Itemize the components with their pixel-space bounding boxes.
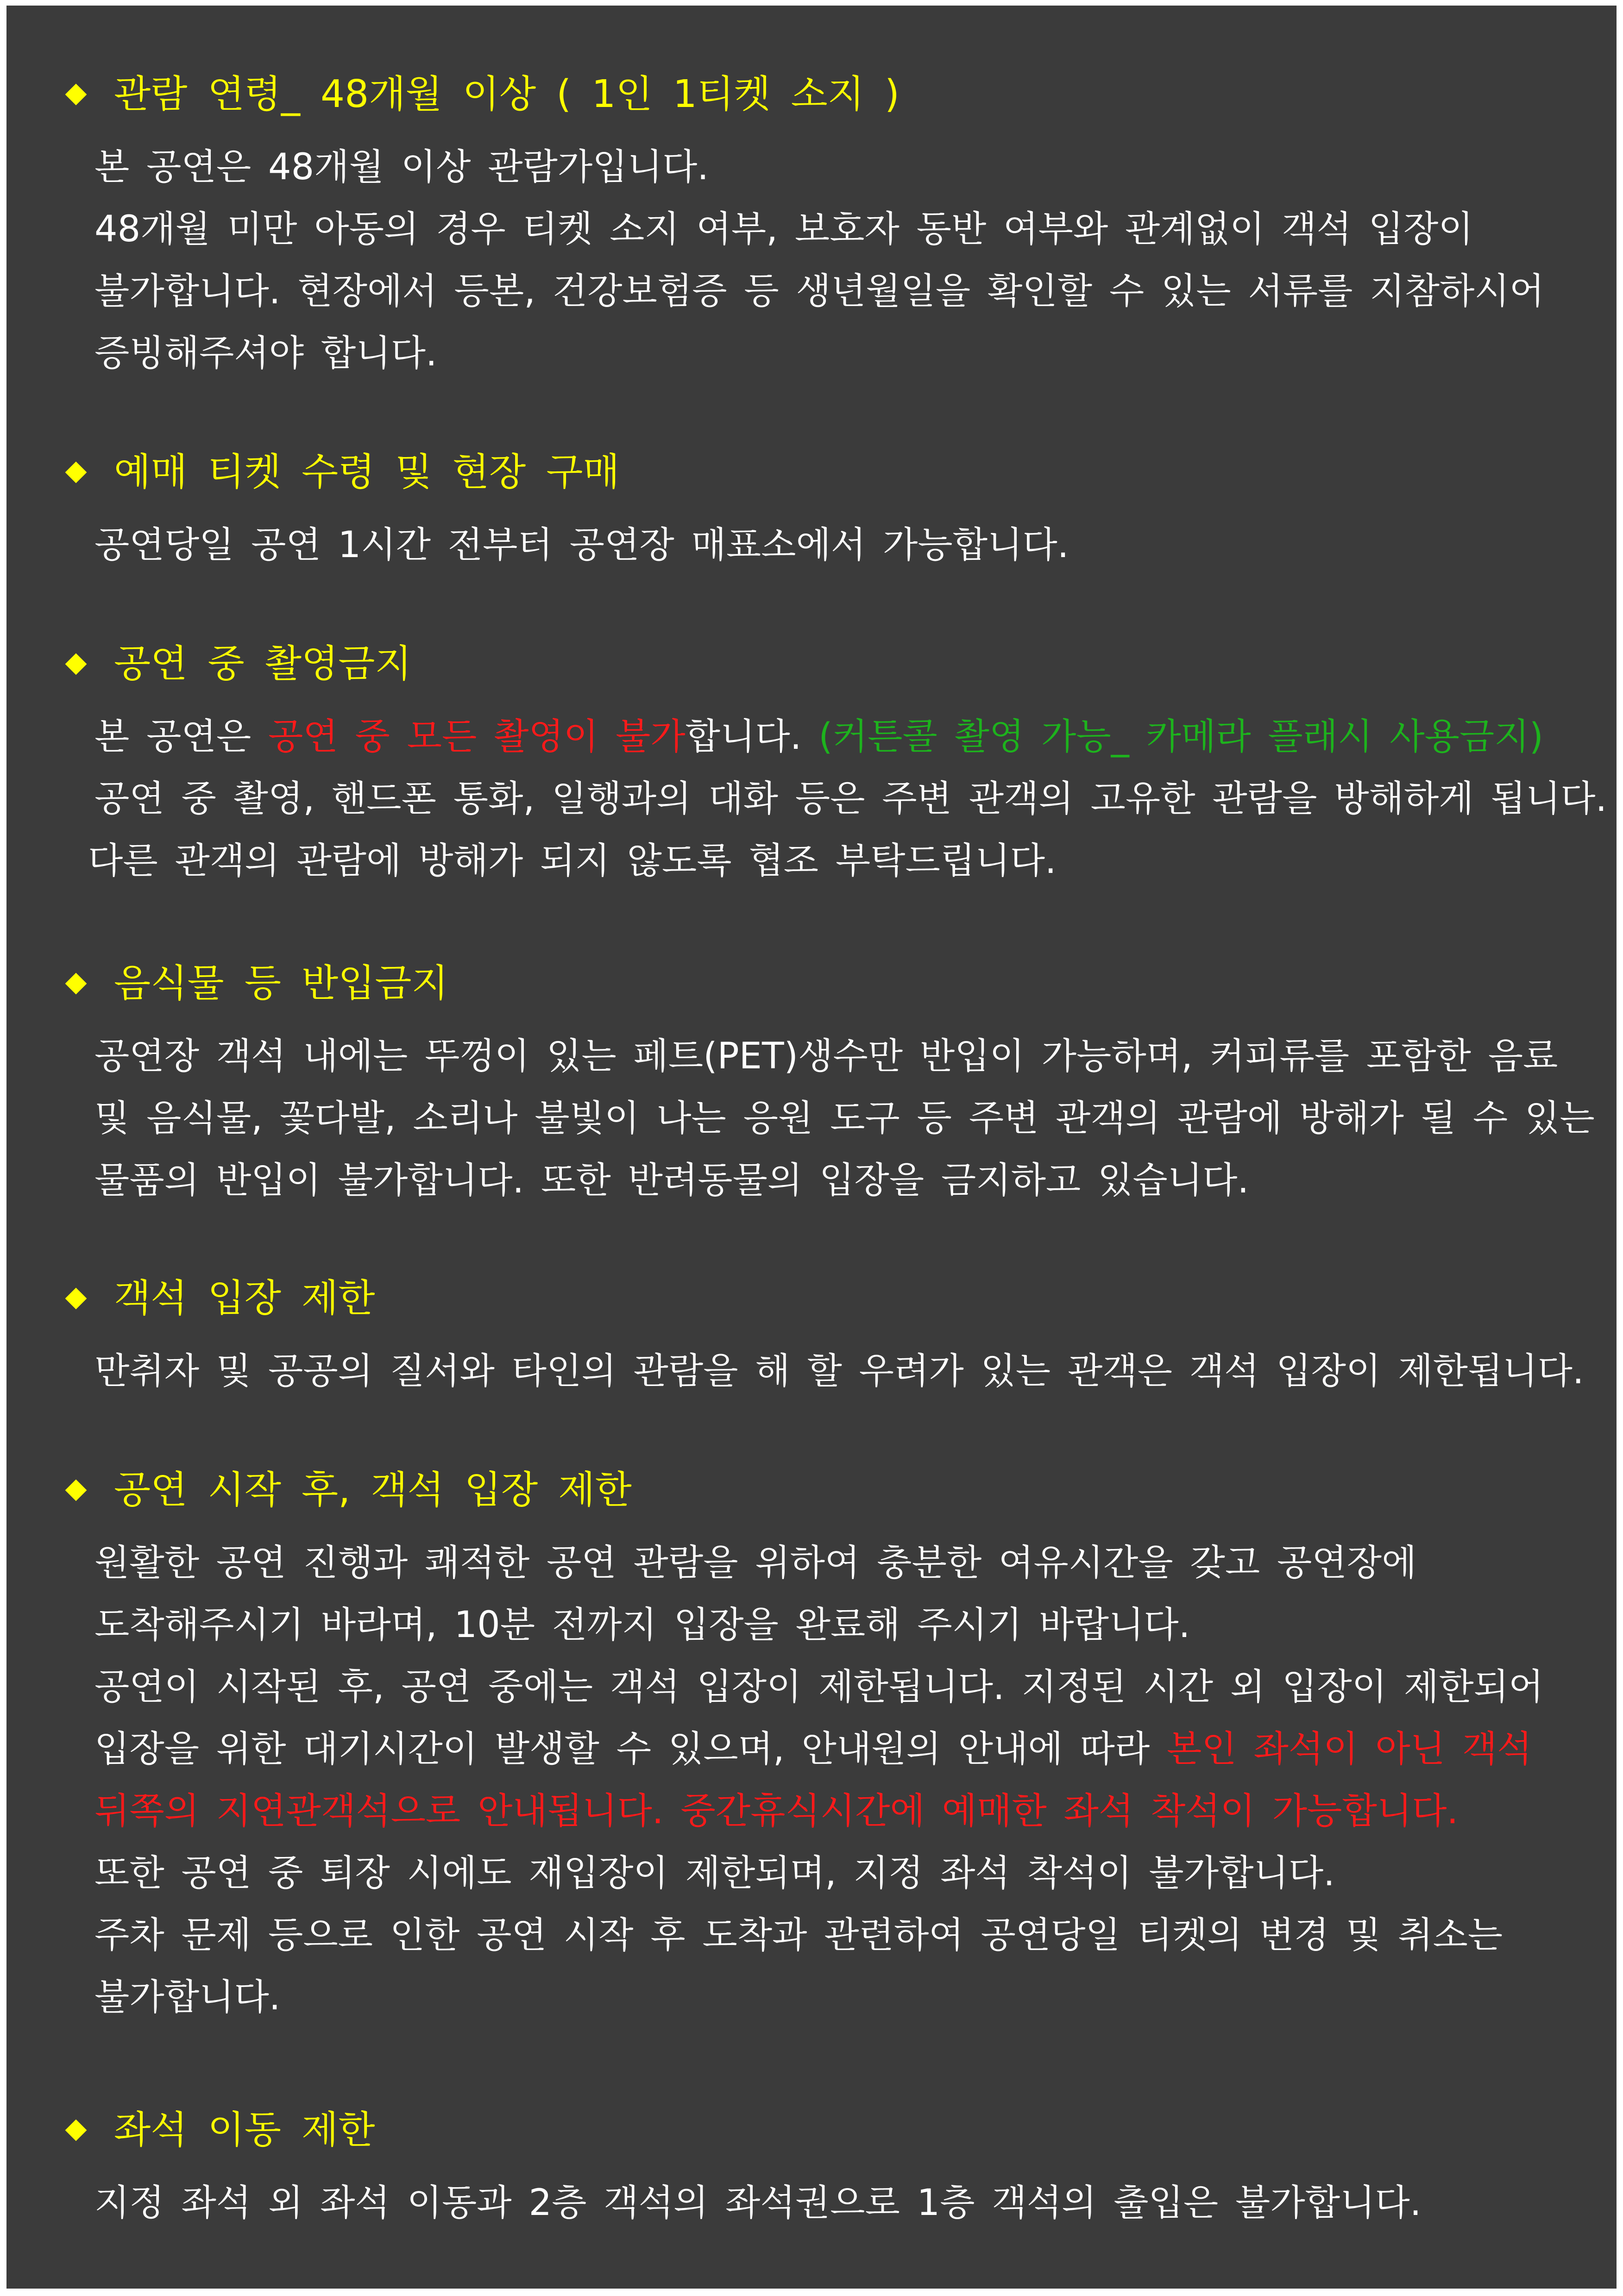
body-line: 원활한 공연 진행과 쾌적한 공연 관람을 위하여 충분한 여유시간을 갖고 공연장에 — [94, 1542, 1417, 1584]
section-heading — [6, 956, 1617, 1011]
diamond-bullet-icon — [65, 1480, 87, 1501]
section-body — [94, 136, 1617, 384]
section-heading — [6, 2102, 1617, 2158]
notice-panel — [6, 6, 1617, 2289]
curtain-call-note: (커튼콜 촬영 가능_ 카메라 플래시 사용금지) — [818, 716, 1544, 758]
section-body — [88, 706, 1617, 892]
section-late-entry — [6, 1462, 1617, 2028]
body-line: 및 음식물, 꽃다발, 소리나 불빛이 나는 응원 도구 등 주변 관객의 관람에 방해가 될 수 있는 — [94, 1098, 1595, 1139]
body-line: 불가합니다. — [94, 1976, 281, 2018]
body-line: 불가합니다. 현장에서 등본, 건강보험증 등 생년월일을 확인할 수 있는 서류를 지참하시어 — [94, 270, 1545, 312]
heading-text: 관람 연령_ 48개월 이상 ( 1인 1티켓 소지 ) — [114, 72, 900, 116]
section-body — [94, 1340, 1617, 1402]
late-seat-highlight: 본인 좌석이 아닌 객석 — [1167, 1728, 1532, 1770]
section-age-limit — [6, 67, 1617, 384]
diamond-bullet-icon — [65, 653, 87, 675]
body-line: 지정 좌석 외 좌석 이동과 2층 객석의 좌석권으로 1층 객석의 출입은 불가합니다. — [94, 2182, 1422, 2224]
section-no-filming — [6, 636, 1617, 892]
section-heading — [6, 636, 1617, 692]
text-segment: 합니다. — [685, 716, 819, 758]
section-heading — [6, 67, 1617, 122]
late-seat-highlight-line: 뒤쪽의 지연관객석으로 안내됩니다. 중간휴식시간에 예매한 좌석 착석이 가능합니다. — [94, 1790, 1459, 1832]
diamond-bullet-icon — [65, 973, 87, 995]
body-line: 공연장 객석 내에는 뚜껑이 있는 페트(PET)생수만 반입이 가능하며, 커피류를 포함한 음료 — [94, 1035, 1558, 1077]
section-body — [94, 1532, 1617, 2028]
heading-text: 공연 중 촬영금지 — [114, 642, 412, 686]
body-line: 본 공연은 48개월 이상 관람가입니다. — [94, 146, 709, 188]
section-seat-change — [6, 2102, 1617, 2234]
body-line: 물품의 반입이 불가합니다. 또한 반려동물의 입장을 금지하고 있습니다. — [94, 1160, 1249, 1201]
heading-text: 음식물 등 반입금지 — [114, 961, 448, 1005]
body-line: 다른 관객의 관람에 방해가 되지 않도록 협조 부탁드립니다. — [88, 840, 1057, 882]
diamond-bullet-icon — [65, 84, 87, 106]
body-line: 증빙해주셔야 합니다. — [94, 332, 437, 374]
body-line: 공연 중 촬영, 핸드폰 통화, 일행과의 대화 등은 주변 관객의 고유한 관람을 방해하게 됩니다. — [94, 778, 1607, 820]
body-line — [94, 706, 1617, 768]
section-heading — [6, 445, 1617, 500]
heading-text: 객석 입장 제한 — [114, 1276, 375, 1320]
diamond-bullet-icon — [65, 1288, 87, 1310]
section-body — [94, 2172, 1617, 2234]
section-no-food — [6, 956, 1617, 1211]
body-line: 도착해주시기 바라며, 10분 전까지 입장을 완료해 주시기 바랍니다. — [94, 1604, 1190, 1646]
section-body — [94, 1025, 1617, 1211]
diamond-bullet-icon — [65, 462, 87, 483]
heading-text: 공연 시작 후, 객석 입장 제한 — [114, 1468, 632, 1512]
body-line: 또한 공연 중 퇴장 시에도 재입장이 제한되며, 지정 좌석 착석이 불가합니다. — [94, 1852, 1335, 1894]
filming-ban-highlight: 공연 중 모든 촬영이 불가 — [268, 716, 686, 758]
diamond-bullet-icon — [65, 2120, 87, 2141]
body-line — [94, 1718, 1617, 1780]
body-line: 공연이 시작된 후, 공연 중에는 객석 입장이 제한됩니다. 지정된 시간 외 입장이 제한되어 — [94, 1666, 1544, 1708]
text-segment: 본 공연은 — [94, 716, 268, 758]
body-line: 만취자 및 공공의 질서와 타인의 관람을 해 할 우려가 있는 관객은 객석 입장이 제한됩니다. — [94, 1350, 1584, 1392]
body-line: 주차 문제 등으로 인한 공연 시작 후 도착과 관련하여 공연당일 티켓의 변경 및 취소는 — [94, 1914, 1503, 1956]
body-line: 48개월 미만 아동의 경우 티켓 소지 여부, 보호자 동반 여부와 관계없이 객석 입장이 — [94, 208, 1473, 250]
body-line: 공연당일 공연 1시간 전부터 공연장 매표소에서 가능합니다. — [94, 524, 1069, 566]
section-heading — [6, 1271, 1617, 1326]
heading-text: 예매 티켓 수령 및 현장 구매 — [114, 450, 620, 494]
text-segment: 입장을 위한 대기시간이 발생할 수 있으며, 안내원의 안내에 따라 — [94, 1728, 1167, 1770]
section-entry-restriction — [6, 1271, 1617, 1402]
section-body — [94, 514, 1617, 576]
section-heading — [6, 1462, 1617, 1518]
section-ticket-pickup — [6, 445, 1617, 576]
heading-text: 좌석 이동 제한 — [114, 2108, 375, 2152]
